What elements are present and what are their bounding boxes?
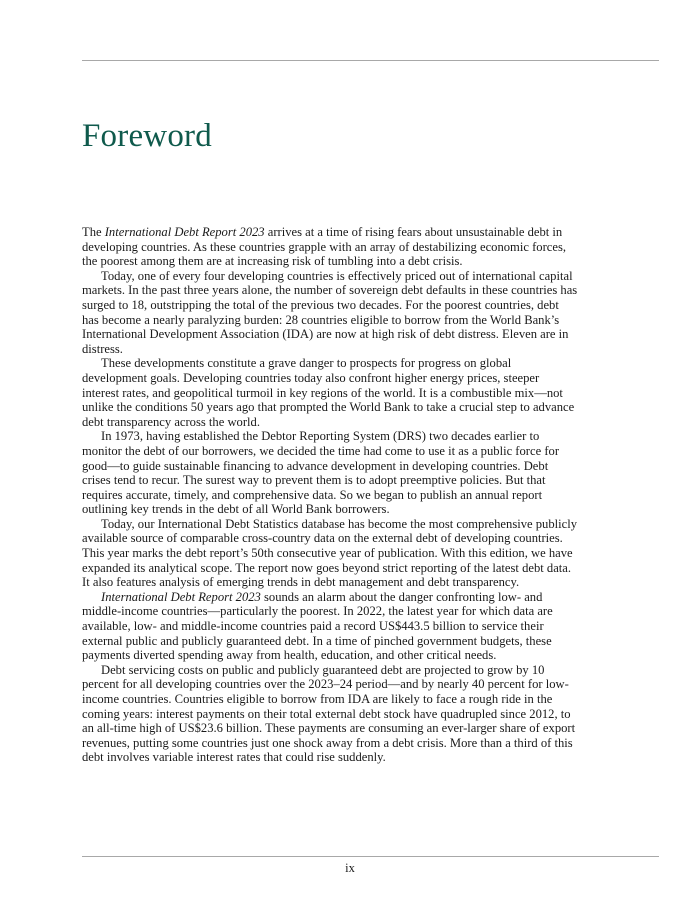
paragraph-1 xyxy=(82,225,578,269)
report-title-italic: International Debt Report 2023 xyxy=(101,589,261,604)
paragraph-text: arrives at a time of rising fears about unsustainable debt in developing countries. As these countries grapple with an array of destabilizing economic forces, the poorest among them are at increasing risk of tumbling into a debt crisis. xyxy=(82,225,567,269)
paragraph-text: sounds an alarm about the danger confronting low- and middle-income countries—particularly the poorest. In 2022, the latest year for which data are available, low- and middle-income countries paid a record US$443.5 billion to service their external public and publicly guaranteed debt. In a time of pinched government budgets, these payments diverted spending away from health, education, and other critical needs. xyxy=(82,589,553,663)
header-rule xyxy=(82,60,659,61)
paragraph-2: Today, one of every four developing countries is effectively priced out of international capital markets. In the past three years alone, the number of sovereign debt defaults in these countries has surged to 18, outstripping the total of the previous two decades. For the poorest countries, debt has become a nearly paralyzing burden: 28 countries eligible to borrow from the World Bank’s International Development Association (IDA) are now at high risk of debt distress. Eleven are in distress. xyxy=(82,268,578,356)
paragraph-7: Debt servicing costs on public and publicly guaranteed debt are projected to grow by 10 percent for all developing countries over the 2023–24 period—and by nearly 40 percent for low-income countries. Countries eligible to borrow from IDA are likely to face a rough ride in the coming years: interest payments on their total external debt stock have quadrupled since 2012, to an all-time high of US$23.6 billion. These payments are consuming an ever-larger share of export revenues, putting some countries just one shock away from a debt crisis. More than a third of this debt involves variable interest rates that could rise suddenly. xyxy=(82,662,576,765)
paragraph-3: These developments constitute a grave danger to prospects for progress on global development goals. Developing countries today also confront higher energy prices, steeper interest rates, and geopolitical turmoil in key regions of the world. It is a combustible mix—not unlike the conditions 50 years ago that prompted the World Bank to take a crucial step to advance debt transparency across the world. xyxy=(82,356,575,429)
page-number: ix xyxy=(345,861,355,875)
paragraph-6 xyxy=(82,590,578,663)
paragraph-text: The xyxy=(82,225,105,239)
page-title: Foreword xyxy=(82,118,212,154)
paragraph-5: Today, our International Debt Statistics database has become the most comprehensive publicly available source of comparable cross-country data on the external debt of developing countries. This year marks the debt report’s 50th consecutive year of publication. With this edition, we have expanded its analytical scope. The report now goes beyond strict reporting of the latest debt data. It also features analysis of emerging trends in debt management and debt transparency. xyxy=(82,516,578,590)
foreword-body xyxy=(82,225,578,765)
paragraph-4: In 1973, having established the Debtor Reporting System (DRS) two decades earlier to monitor the debt of our borrowers, we decided the time had come to use it as a public force for good—to guide sustainable financing to advance development in developing countries. Debt crises tend to recur. The surest way to prevent them is to adopt preemptive policies. But that requires accurate, timely, and comprehensive data. So we began to publish an annual report outlining key trends in the debt of all World Bank borrowers. xyxy=(82,429,560,517)
footer-rule xyxy=(82,856,659,857)
report-title-italic: International Debt Report 2023 xyxy=(104,225,265,239)
